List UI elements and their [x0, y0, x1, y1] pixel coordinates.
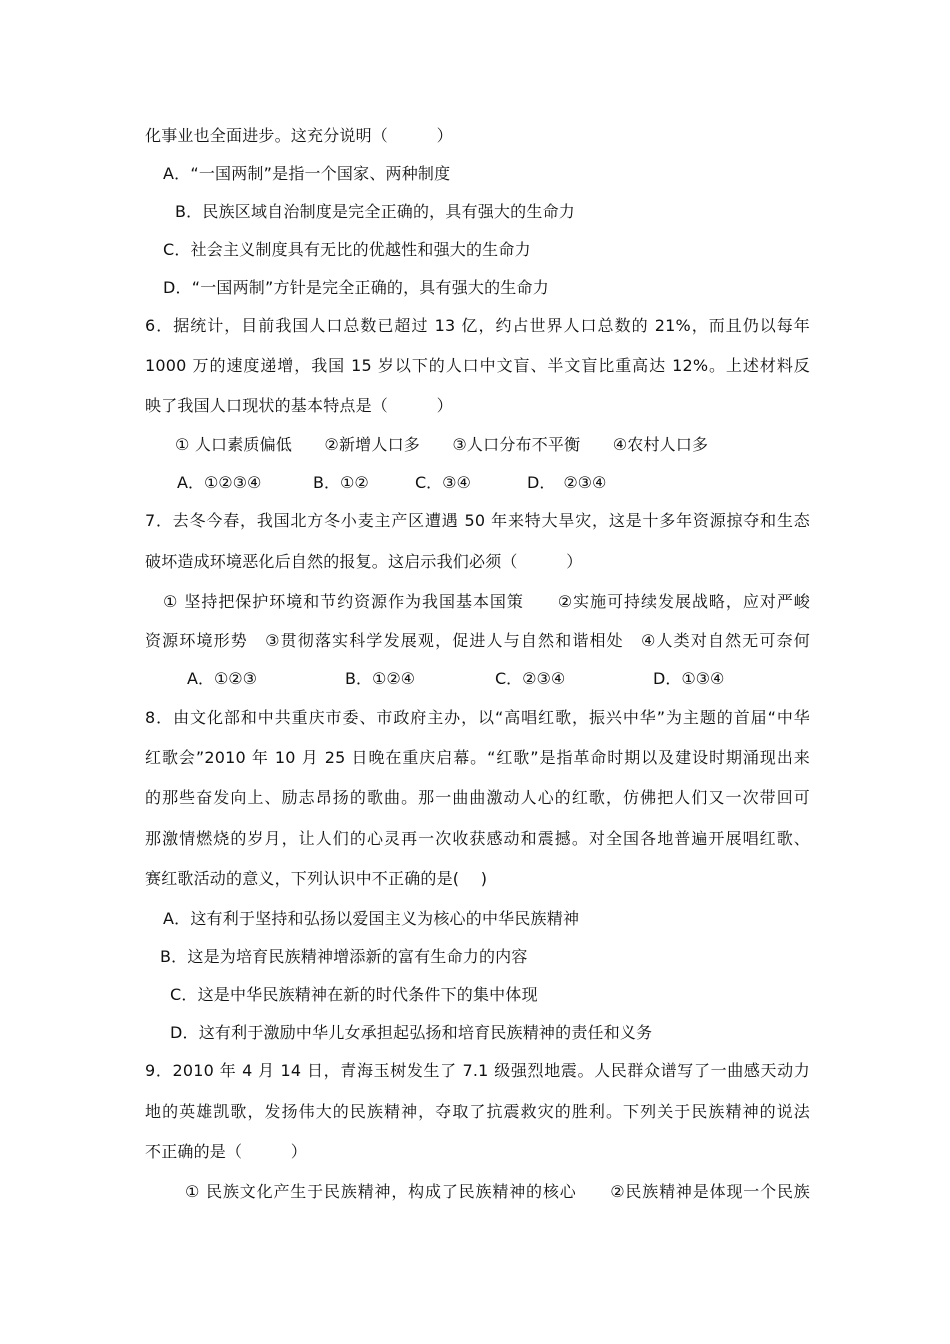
q6-statements: ① 人口素质偏低 ②新增人口多 ③人口分布不平衡 ④农村人口多 — [175, 435, 709, 454]
q6-stem-line-1: 6．据统计，目前我国人口总数已超过 13 亿，约占世界人口总数的 21%，而且仍以每年 — [145, 316, 810, 335]
q6-option-c: C．③④ — [415, 473, 471, 492]
q7-options-row — [187, 660, 747, 698]
q7-option-d: D．①③④ — [653, 669, 725, 688]
q9-statements-line-1: ① 民族文化产生于民族精神，构成了民族精神的核心 ②民族精神是体现一个民族 — [185, 1182, 810, 1201]
q5-option-c: C．社会主义制度具有无比的优越性和强大的生命力 — [163, 240, 531, 259]
q8-stem-line-2: 红歌会”2010 年 10 月 25 日晚在重庆启幕。“红歌”是指革命时期以及建设时期涌现出来 — [145, 748, 810, 767]
q6-options-row — [177, 464, 637, 502]
q8-stem-line-4: 那激情燃烧的岁月，让人们的心灵再一次收获感动和震撼。对全国各地普遍开展唱红歌、 — [145, 829, 810, 848]
q7-stem-line-1: 7．去冬今春，我国北方冬小麦主产区遭遇 50 年来特大旱灾，这是十多年资源掠夺和生态 — [145, 511, 810, 530]
q7-option-c: C．②③④ — [495, 669, 566, 688]
q7-stem-line-2: 破坏造成环境恶化后自然的报复。这启示我们必须（ ） — [145, 552, 583, 571]
q8-option-c: C．这是中华民族精神在新的时代条件下的集中体现 — [170, 985, 538, 1004]
q8-option-b: B．这是为培育民族精神增添新的富有生命力的内容 — [160, 947, 528, 966]
q7-statements-line-1: ① 坚持把保护环境和节约资源作为我国基本国策 ②实施可持续发展战略，应对严峻 — [163, 592, 810, 611]
q5-option-d: D．“一国两制”方针是完全正确的，具有强大的生命力 — [163, 278, 549, 297]
q7-statements-line-2: 资源环境形势 ③贯彻落实科学发展观，促进人与自然和谐相处 ④人类对自然无可奈何 — [145, 631, 810, 650]
q6-stem-line-2: 1000 万的速度递增，我国 15 岁以下的人口中文盲、半文盲比重高达 12%。上述材料反 — [145, 356, 810, 375]
q6-option-a: A．①②③④ — [177, 473, 262, 492]
q8-option-d: D．这有利于激励中华儿女承担起弘扬和培育民族精神的责任和义务 — [170, 1023, 653, 1042]
q5-option-a: A．“一国两制”是指一个国家、两种制度 — [163, 164, 451, 183]
q7-option-a: A．①②③ — [187, 669, 257, 688]
q8-option-a: A．这有利于坚持和弘扬以爱国主义为核心的中华民族精神 — [163, 909, 580, 928]
q8-stem-line-3: 的那些奋发向上、励志昂扬的歌曲。那一曲曲激动人心的红歌，仿佛把人们又一次带回可 — [145, 788, 810, 807]
q8-stem-line-5: 赛红歌活动的意义，下列认识中不正确的是( ) — [145, 869, 488, 888]
q5-option-b: B．民族区域自治制度是完全正确的，具有强大的生命力 — [175, 202, 575, 221]
q5-stem-tail: 化事业也全面进步。这充分说明（ ） — [145, 126, 453, 145]
q9-stem-line-3: 不正确的是（ ） — [145, 1142, 308, 1161]
q9-stem-line-1: 9．2010 年 4 月 14 日，青海玉树发生了 7.1 级强烈地震。人民群众谱写了一曲感天动力 — [145, 1061, 810, 1080]
q6-option-d: D． ②③④ — [527, 473, 607, 492]
q6-option-b: B．①② — [313, 473, 369, 492]
q6-stem-line-3: 映了我国人口现状的基本特点是（ ） — [145, 396, 453, 415]
q8-stem-line-1: 8．由文化部和中共重庆市委、市政府主办，以“高唱红歌，振兴中华”为主题的首届“中华 — [145, 708, 810, 727]
q9-stem-line-2: 地的英雄凯歌，发扬伟大的民族精神，夺取了抗震救灾的胜利。下列关于民族精神的说法 — [145, 1102, 810, 1121]
q7-option-b: B．①②④ — [345, 669, 416, 688]
